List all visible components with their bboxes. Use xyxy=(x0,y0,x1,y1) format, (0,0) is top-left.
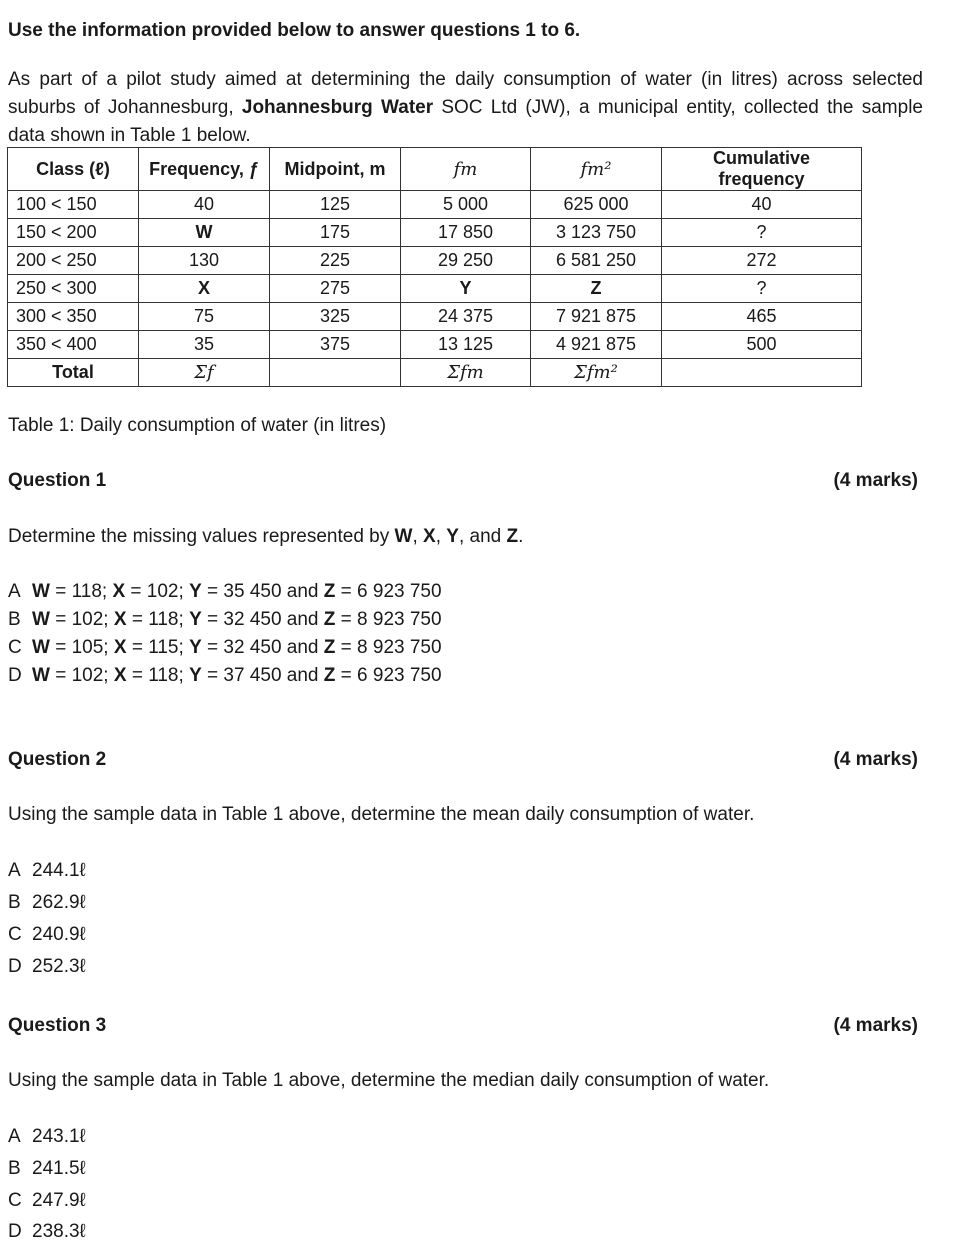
cell-midpoint: 125 xyxy=(270,191,401,219)
water-consumption-table xyxy=(7,147,862,387)
cell-class: 150 < 200 xyxy=(8,219,139,247)
table-row xyxy=(8,247,862,275)
option-text: 247.9ℓ xyxy=(32,1190,86,1211)
header-class: Class (ℓ) xyxy=(8,148,139,191)
option-letter: A xyxy=(8,860,21,881)
header-fm2: fm² xyxy=(531,148,662,191)
question-1-marks: (4 marks) xyxy=(833,470,918,491)
question-3-marks: (4 marks) xyxy=(833,1015,918,1036)
header-midpoint: Midpoint, m xyxy=(270,148,401,191)
cell-class: 300 < 350 xyxy=(8,303,139,331)
option-letter: B xyxy=(8,609,21,630)
cell-frequency: 40 xyxy=(139,191,270,219)
cell-fm2: 625 000 xyxy=(531,191,662,219)
question-2-title: Question 2 xyxy=(8,749,107,770)
option-text: W = 118; X = 102; Y = 35 450 and Z = 6 923 750 xyxy=(32,581,442,602)
cell-class: 250 < 300 xyxy=(8,275,139,303)
cell-fm: 5 000 xyxy=(401,191,531,219)
cell-total-label: Total xyxy=(8,359,139,387)
option-letter: D xyxy=(8,665,22,686)
cell-total-sum-f: Σf xyxy=(139,359,270,387)
cell-class: 200 < 250 xyxy=(8,247,139,275)
cell-frequency: 130 xyxy=(139,247,270,275)
option-letter: A xyxy=(8,1126,21,1147)
cell-total-sum-fm: Σfm xyxy=(401,359,531,387)
cell-midpoint: 175 xyxy=(270,219,401,247)
option-letter: A xyxy=(8,581,21,602)
cell-fm: 17 850 xyxy=(401,219,531,247)
question-2-option-a[interactable] xyxy=(8,860,86,882)
cell-frequency: 75 xyxy=(139,303,270,331)
question-3-title: Question 3 xyxy=(8,1015,107,1036)
option-letter: C xyxy=(8,637,22,658)
cell-class: 350 < 400 xyxy=(8,331,139,359)
option-text: 240.9ℓ xyxy=(32,924,86,945)
cell-fm2: 3 123 750 xyxy=(531,219,662,247)
table-header-row xyxy=(8,148,862,191)
header-fm: fm xyxy=(401,148,531,191)
cell-cumulative: 465 xyxy=(662,303,862,331)
table-row xyxy=(8,191,862,219)
table-row xyxy=(8,219,862,247)
question-1-option-b[interactable] xyxy=(8,609,442,631)
option-letter: D xyxy=(8,1221,22,1242)
option-text: 244.1ℓ xyxy=(32,860,86,881)
cell-fm2: Z xyxy=(531,275,662,303)
header-frequency: Frequency, ƒ xyxy=(139,148,270,191)
option-letter: C xyxy=(8,1190,22,1211)
cell-cumulative: 40 xyxy=(662,191,862,219)
option-text: W = 102; X = 118; Y = 37 450 and Z = 6 923 750 xyxy=(32,665,442,686)
option-text: 252.3ℓ xyxy=(32,956,86,977)
cell-frequency: X xyxy=(139,275,270,303)
cell-total-empty xyxy=(662,359,862,387)
table-row xyxy=(8,303,862,331)
option-text: 238.3ℓ xyxy=(32,1221,86,1242)
table-caption: Table 1: Daily consumption of water (in litres) xyxy=(8,415,387,436)
option-text: 243.1ℓ xyxy=(32,1126,86,1147)
question-3-option-a[interactable] xyxy=(8,1126,86,1148)
option-text: W = 102; X = 118; Y = 32 450 and Z = 8 923 750 xyxy=(32,609,442,630)
cell-midpoint: 275 xyxy=(270,275,401,303)
context-paragraph xyxy=(8,66,923,150)
option-letter: B xyxy=(8,1158,21,1179)
cell-midpoint: 325 xyxy=(270,303,401,331)
question-2-option-b[interactable] xyxy=(8,892,86,914)
question-1-option-d[interactable] xyxy=(8,665,442,687)
cell-cumulative: ? xyxy=(662,275,862,303)
question-3-option-d[interactable] xyxy=(8,1221,86,1243)
option-letter: D xyxy=(8,956,22,977)
option-letter: C xyxy=(8,924,22,945)
question-1-option-c[interactable] xyxy=(8,637,442,659)
header-cumulative-frequency: Cumulative frequency xyxy=(662,148,862,191)
question-3-option-c[interactable] xyxy=(8,1190,86,1212)
option-text: 241.5ℓ xyxy=(32,1158,86,1179)
cell-cumulative: 500 xyxy=(662,331,862,359)
cell-total-empty xyxy=(270,359,401,387)
paragraph-text-before: As part of a pilot study aimed at determining the daily consumption of water (in litres) across selected suburbs of Johannesburg, xyxy=(8,69,923,118)
intro-instruction: Use the information provided below to answer questions 1 to 6. xyxy=(8,20,581,41)
question-3-text: Using the sample data in Table 1 above, determine the median daily consumption of water. xyxy=(8,1070,770,1091)
cell-total-sum-fm2: Σfm² xyxy=(531,359,662,387)
cell-midpoint: 375 xyxy=(270,331,401,359)
cell-cumulative: 272 xyxy=(662,247,862,275)
cell-cumulative: ? xyxy=(662,219,862,247)
cell-fm2: 4 921 875 xyxy=(531,331,662,359)
option-text: 262.9ℓ xyxy=(32,892,86,913)
question-1-option-a[interactable] xyxy=(8,581,442,603)
cell-fm2: 7 921 875 xyxy=(531,303,662,331)
question-2-option-d[interactable] xyxy=(8,956,86,978)
question-2-text: Using the sample data in Table 1 above, determine the mean daily consumption of water. xyxy=(8,804,755,825)
cell-midpoint: 225 xyxy=(270,247,401,275)
question-1-text: Determine the missing values represented by W, X, Y, and Z. xyxy=(8,526,524,547)
paragraph-entity: Johannesburg Water xyxy=(241,97,434,118)
cell-fm2: 6 581 250 xyxy=(531,247,662,275)
cell-fm: 13 125 xyxy=(401,331,531,359)
table-row xyxy=(8,331,862,359)
option-text: W = 105; X = 115; Y = 32 450 and Z = 8 923 750 xyxy=(32,637,442,658)
cell-class: 100 < 150 xyxy=(8,191,139,219)
cell-fm: 24 375 xyxy=(401,303,531,331)
question-1-title: Question 1 xyxy=(8,470,107,491)
question-2-option-c[interactable] xyxy=(8,924,86,946)
question-2-marks: (4 marks) xyxy=(833,749,918,770)
table-row xyxy=(8,275,862,303)
cell-fm: 29 250 xyxy=(401,247,531,275)
cell-frequency: W xyxy=(139,219,270,247)
paragraph-text-after: SOC Ltd (JW), a municipal entity, collected the sample data shown in Table 1 below. xyxy=(8,97,923,146)
cell-frequency: 35 xyxy=(139,331,270,359)
question-3-option-b[interactable] xyxy=(8,1158,86,1180)
option-letter: B xyxy=(8,892,21,913)
table-total-row xyxy=(8,359,862,387)
cell-fm: Y xyxy=(401,275,531,303)
